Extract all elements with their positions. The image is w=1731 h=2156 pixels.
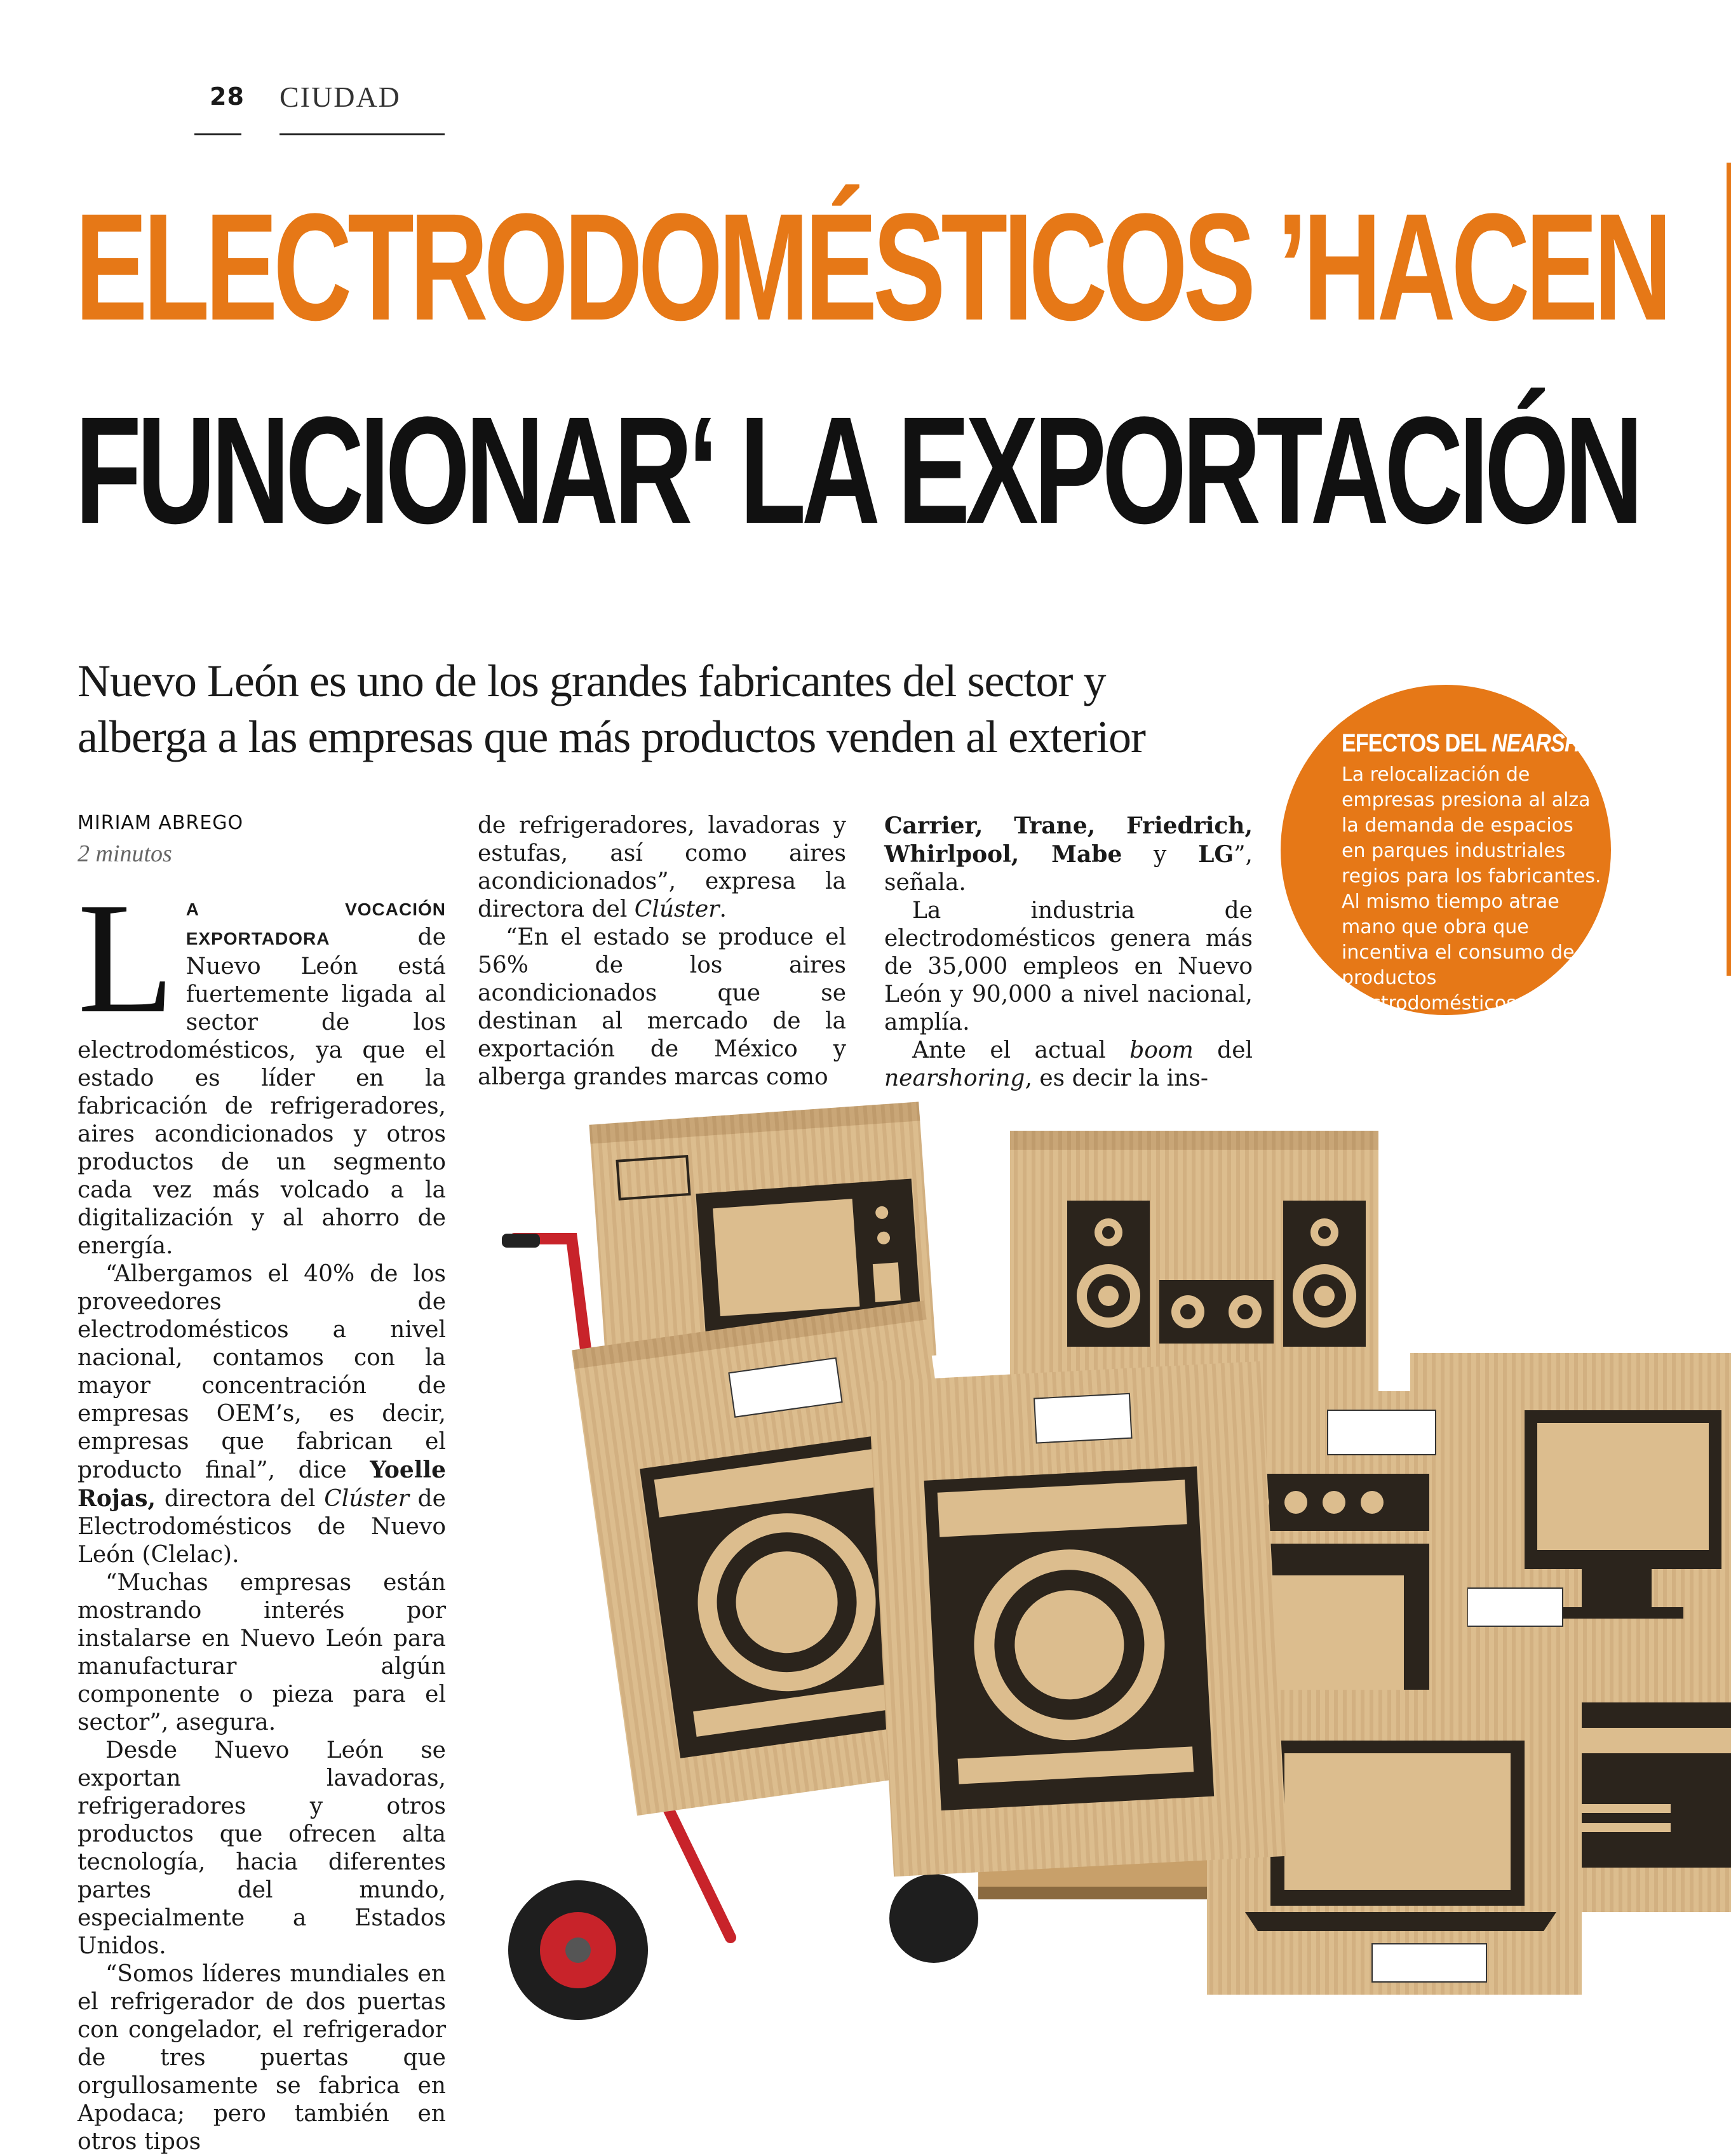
italic-term: nearshoring <box>884 1065 1025 1091</box>
paragraph-text: del <box>1193 1037 1253 1063</box>
byline-author: MIRIAM ABREGO <box>77 812 244 834</box>
italic-term: Clúster <box>324 1486 409 1512</box>
sidebar-text: La relocalización de empresas presiona al alza la demanda de espacios en parques industriales regios para los fabricantes. Al mismo tiempo atrae mano que obra que incentiva el consumo de productos electrodomésticos <box>1342 764 1601 1014</box>
article-column-3 <box>884 812 1253 1093</box>
paragraph-text: y <box>1122 842 1199 868</box>
deck-subtitle: Nuevo León es uno de los grandes fabricantes del sector y alberga a las empresas que más productos venden al exterior <box>77 656 1146 762</box>
accent-edge-bar <box>1727 163 1731 976</box>
sidebar-title-italic: NEARSHORING <box>1492 729 1648 757</box>
header-rule-right <box>280 133 445 135</box>
paragraph <box>77 870 446 1260</box>
source-name: Yoelle Rojas, <box>77 1457 446 1512</box>
read-time: 2 minutos <box>77 840 172 867</box>
washing-machine-box-2 <box>868 1361 1287 1876</box>
italic-term: Clúster <box>634 896 720 922</box>
article-column-1 <box>77 870 446 2156</box>
italic-term: boom <box>1129 1037 1194 1063</box>
drop-cap: L <box>77 870 175 1046</box>
paragraph: “En el estado se produce el 56% de los aires acondicionados que se destinan al mercado de la exportación de México y alberga grandes marcas como <box>478 924 846 1090</box>
paragraph-text: “Albergamos el 40% de los proveedores de electrodomésticos a nivel nacional, contamos con la mayor concentración de empresas OEM’s, es decir, empresas que fabrican el producto final”, dice <box>77 1261 446 1483</box>
lead-in: A VOCACIÓN EXPORTADORA <box>185 899 446 948</box>
paragraph-text: Ante el actual <box>912 1037 1130 1063</box>
page-number: 28 <box>210 83 245 111</box>
paragraph <box>478 812 846 924</box>
section-label: CIUDAD <box>280 81 401 113</box>
paragraph: La industria de electrodomésticos genera más de 35,000 empleos en Nuevo León y 90,000 a nivel nacional, amplía. <box>884 898 1253 1035</box>
paragraph: “Muchas empresas están mostrando interés por instalarse en Nuevo León para manufacturar algún componente o pieza para el sector”, asegura. <box>77 1570 446 1735</box>
sidebar-title-text: EFECTOS DEL <box>1342 729 1486 757</box>
article-column-2 <box>478 812 846 1091</box>
boxes-trolley-illustration <box>489 1093 1731 2084</box>
header-rule-left <box>194 133 241 135</box>
paragraph-text: ”, señala. <box>884 842 1253 896</box>
paragraph: Desde Nuevo León se exportan lavadoras, refrigeradores y otros productos que ofrecen alta tecnología, hacia diferentes partes del mundo, especialmente a Estados Unidos. <box>77 1737 446 1959</box>
paragraph-text: . <box>719 896 727 922</box>
paragraph-text: de refrigeradores, lavadoras y estufas, así como aires acondicionados”, expresa la directora del <box>478 812 846 922</box>
paragraph <box>884 1037 1253 1093</box>
brand-names: Carrier, Trane, Friedrich, Whirlpool, Mabe <box>884 812 1253 868</box>
paragraph-text: de Electrodomésticos de Nuevo León (Clelac). <box>77 1486 446 1568</box>
paragraph: “Somos líderes mundiales en el refrigerador de dos puertas con congelador, el refrigerador de tres puertas que orgullosamente se fabrica en Apodaca; pero también en otros tipos <box>77 1961 446 2155</box>
paragraph-text: directora del <box>156 1486 325 1512</box>
brand-name: LG <box>1198 841 1234 868</box>
paragraph <box>884 812 1253 897</box>
headline-line-2: FUNCIONAR‘ LA EXPORTACIÓN <box>75 385 1639 555</box>
sidebar-title <box>1342 729 1648 758</box>
paragraph-text: de Nuevo León está fuertemente ligada al sector de los electrodomésticos, ya que el estado es líder en la fabricación de refrigeradores, aires acondicionados y otros productos de un segmento cada vez más volcado a la digitalización y al ahorro de energía. <box>77 924 446 1259</box>
headline-line-1: ELECTRODOMÉSTICOS ’HACEN <box>75 182 1668 352</box>
paragraph <box>77 1260 446 1569</box>
paragraph-text: , es decir la ins- <box>1025 1065 1208 1091</box>
